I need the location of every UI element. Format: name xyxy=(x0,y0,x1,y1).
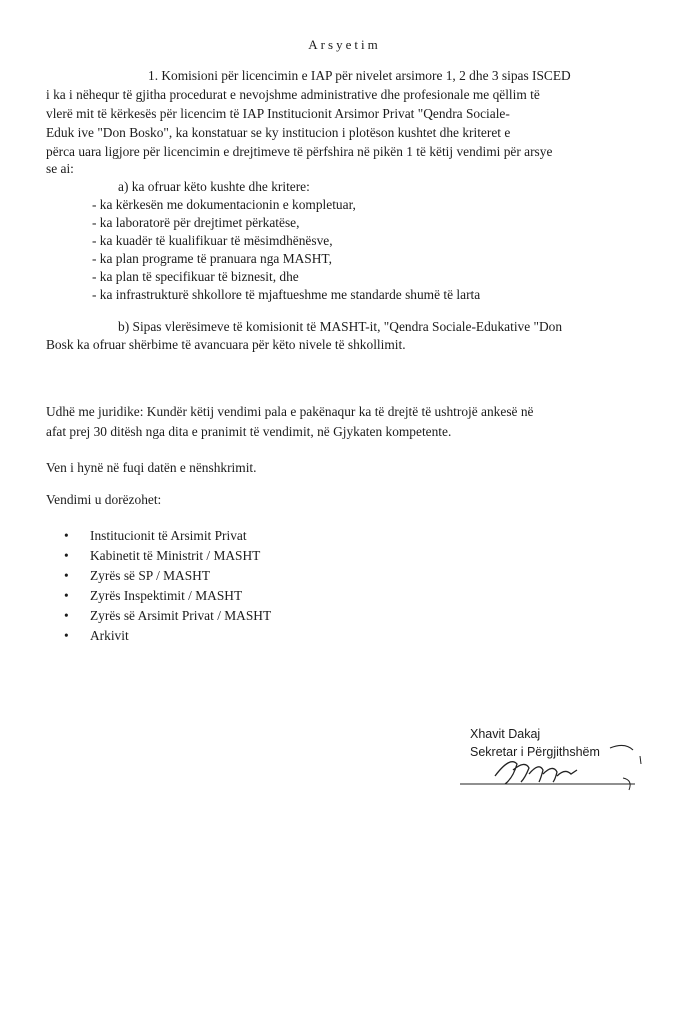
paragraph-b-line-1: b) Sipas vlerësimeve të komisionit të MASHT-it, "Qendra Sociale-Edukative "Don xyxy=(118,319,563,334)
criteria-item: - ka plan programe të pranuara nga MASHT, xyxy=(92,251,332,266)
criteria-item: - ka laboratorë për drejtimet përkatëse, xyxy=(92,215,300,230)
list-item: • Institucionit të Arsimit Privat xyxy=(64,528,247,543)
criteria-item: - ka infrastrukturë shkollore të mjaftueshme me standarde shumë të larta xyxy=(92,287,481,302)
legal-advice-line-2: afat prej 30 ditësh nga dita e pranimit të vendimit, në Gjykaten kompetente. xyxy=(46,424,452,439)
criteria-item: - ka kuadër të kualifikuar të mësimdhënësve, xyxy=(92,233,333,248)
paragraph-b-line-2: Bosk ka ofruar shërbime të avancuara për këto nivele të shkollimit. xyxy=(46,337,406,352)
bullet-icon: • xyxy=(64,548,69,563)
list-item: • Arkivit xyxy=(64,628,129,643)
list-item: • Zyrës së SP / MASHT xyxy=(64,568,211,583)
paragraph-1-line-6: se ai: xyxy=(46,161,74,176)
list-item: • Zyrës së Arsimit Privat / MASHT xyxy=(64,608,272,623)
handwritten-signature xyxy=(455,734,655,794)
paragraph-1-line-1: 1. Komisioni për licencimin e IAP për nivelet arsimore 1, 2 dhe 3 sipas ISCED xyxy=(148,68,571,83)
document-title: Arsyetim xyxy=(308,37,381,52)
list-item: • Kabinetit të Ministrit / MASHT xyxy=(64,548,261,563)
signatory-name: Xhavit Dakaj xyxy=(470,727,541,741)
list-item: • Zyrës Inspektimit / MASHT xyxy=(64,588,243,603)
distribution-list xyxy=(64,527,272,647)
paragraph-1-line-5: përca uara ligjore për licencimin e drejtimeve të përfshira në pikën 1 të këtij vendimi për arsye xyxy=(46,144,553,159)
delivered-intro: Vendimi u dorëzohet: xyxy=(46,492,162,507)
paragraph-1-line-2: i ka i nëhequr të gjitha procedurat e nevojshme administrative dhe profesionale me qëllim të xyxy=(46,87,540,102)
paragraph-1-line-3: vlerë mit të kërkesës për licencim të IAP Institucionit Arsimor Privat "Qendra Sociale- xyxy=(46,106,510,121)
bullet-icon: • xyxy=(64,628,69,643)
bullet-icon: • xyxy=(64,528,69,543)
effective-date-statement: Ven i hynë në fuqi datën e nënshkrimit. xyxy=(46,460,257,475)
legal-advice-line-1: Udhë me juridike: Kundër këtij vendimi pala e pakënaqur ka të drejtë të ushtrojë ankesë në xyxy=(46,404,534,419)
paragraph-1-line-4: Eduk ive "Don Bosko", ka konstatuar se ky institucion i plotëson kushtet dhe kriteret e xyxy=(46,125,511,140)
criteria-item: - ka kërkesën me dokumentacionin e kompletuar, xyxy=(92,197,356,212)
criteria-intro: a) ka ofruar këto kushte dhe kritere: xyxy=(118,179,310,194)
bullet-icon: • xyxy=(64,568,69,583)
signatory-role: Sekretar i Përgjithshëm xyxy=(470,745,600,759)
bullet-icon: • xyxy=(64,588,69,603)
criteria-item: - ka plan të specifikuar të biznesit, dhe xyxy=(92,269,299,284)
bullet-icon: • xyxy=(64,608,69,623)
